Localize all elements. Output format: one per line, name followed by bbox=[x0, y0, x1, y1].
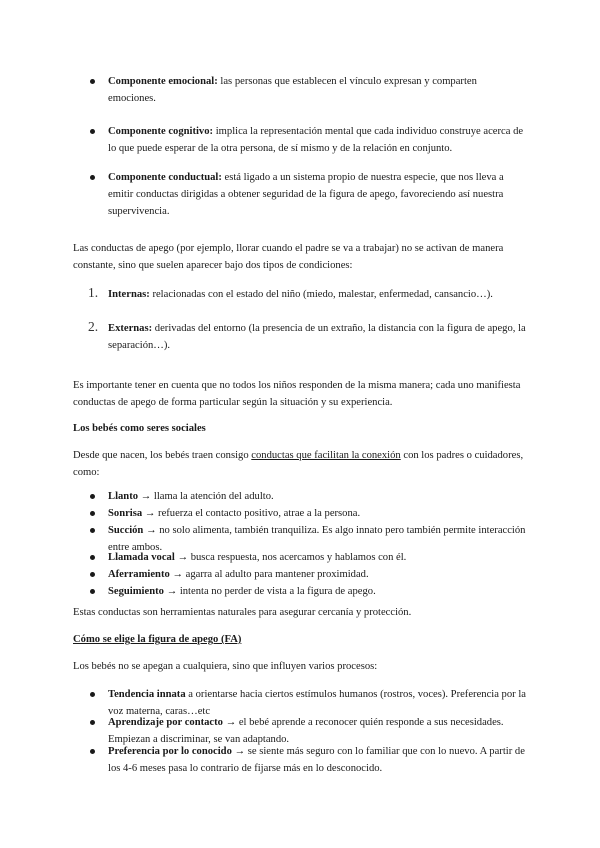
paragraph-important: Es importante tener en cuenta que no todos los niños responden de la misma manera; cada uno manifiesta conductas de apego de forma particular según la situación y su experiencia. bbox=[73, 380, 521, 408]
item-number: 1. bbox=[88, 285, 99, 300]
paragraph-conditions: Las conductas de apego (por ejemplo, llorar cuando el padre se va a trabajar) no se activan de manera constante, sino que suelen aparecer bajo dos tipos de condiciones: bbox=[73, 243, 504, 271]
bullet-cognitive-component bbox=[108, 123, 526, 157]
bullet-crying bbox=[108, 488, 526, 505]
term: Succión bbox=[108, 525, 144, 536]
term: Llamada vocal bbox=[108, 552, 175, 563]
paragraph-social bbox=[73, 447, 526, 481]
numbered-item-external bbox=[88, 319, 526, 354]
definition: → agarra al adulto para mantener proximidad. bbox=[169, 569, 369, 580]
bullet-vocal-call bbox=[108, 549, 526, 566]
text: Desde que nacen, los bebés traen consigo bbox=[73, 450, 252, 461]
definition: → el bebé aprende a reconocer quién responde a sus necesidades. Empiezan a discriminar, se van adaptando. bbox=[108, 717, 504, 745]
heading-social-babies: Los bebés como seres sociales bbox=[73, 423, 206, 434]
term: Preferencia por lo conocido bbox=[108, 746, 232, 757]
definition: las personas que establecen el vínculo expresan y comparten emociones. bbox=[108, 76, 477, 104]
definition: → no solo alimenta, también tranquiliza. Es algo innato pero también permite interacción entre ambos. bbox=[108, 525, 526, 553]
item-number: 2. bbox=[88, 319, 99, 334]
term: Externas: bbox=[108, 323, 153, 334]
definition: → refuerza el contacto positivo, atrae a la persona. bbox=[142, 508, 361, 519]
heading-attachment-figure: Cómo se elige la figura de apego (FA) bbox=[73, 634, 242, 645]
definition: relacionadas con el estado del niño (miedo, malestar, enfermedad, cansancio…). bbox=[149, 289, 493, 300]
bullet-clinging bbox=[108, 566, 526, 583]
term: Componente cognitivo: bbox=[108, 126, 214, 137]
bullet-following bbox=[108, 583, 526, 600]
underlined-phrase: conductas que facilitan la conexión bbox=[251, 450, 401, 461]
term: Sonrisa bbox=[108, 508, 143, 519]
definition: implica la representación mental que cada individuo construye acerca de lo que puede esperar de la otra persona, de sí mismo y de la relación en conjunto. bbox=[108, 126, 524, 154]
paragraph-processes: Los bebés no se apegan a cualquiera, sino que influyen varios procesos: bbox=[73, 661, 378, 672]
term: Llanto bbox=[108, 491, 139, 502]
paragraph-tools: Estas conductas son herramientas naturales para asegurar cercanía y protección. bbox=[73, 607, 412, 618]
term: Internas: bbox=[108, 289, 150, 300]
term: Aprendizaje por contacto bbox=[108, 717, 223, 728]
term: Seguimiento bbox=[108, 586, 164, 597]
definition: → intenta no perder de vista a la figura de apego. bbox=[163, 586, 376, 597]
term: Componente emocional: bbox=[108, 76, 218, 87]
definition: derivadas del entorno (la presencia de un extraño, la distancia con la figura de apego, la separación…). bbox=[108, 323, 526, 351]
definition: → llama la atención del adulto. bbox=[138, 491, 274, 502]
bullet-emotional-component bbox=[108, 73, 526, 107]
definition: está ligado a un sistema propio de nuestra especie, que nos lleva a emitir conductas dirigidas a obtener seguridad de la figura de apego, favoreciendo así nuestra supervivencia. bbox=[108, 172, 504, 217]
text: con los padres o cuidadores, como: bbox=[73, 450, 524, 478]
bullet-smile bbox=[108, 505, 526, 522]
numbered-item-internal bbox=[88, 285, 526, 303]
definition: → se siente más seguro con lo familiar que con lo nuevo. A partir de los 4-6 meses pasa lo contrario de fijarse más en lo desconocido. bbox=[108, 746, 525, 774]
definition: → busca respuesta, nos acercamos y hablamos con él. bbox=[174, 552, 407, 563]
definition: a orientarse hacia ciertos estímulos humanos (rostros, voces). Preferencia por la voz materna, caras…etc bbox=[108, 689, 526, 717]
bullet-behavioral-component bbox=[108, 169, 526, 220]
term: Componente conductual: bbox=[108, 172, 222, 183]
term: Tendencia innata bbox=[108, 689, 186, 700]
bullet-familiar-preference bbox=[108, 743, 526, 777]
term: Aferramiento bbox=[108, 569, 170, 580]
